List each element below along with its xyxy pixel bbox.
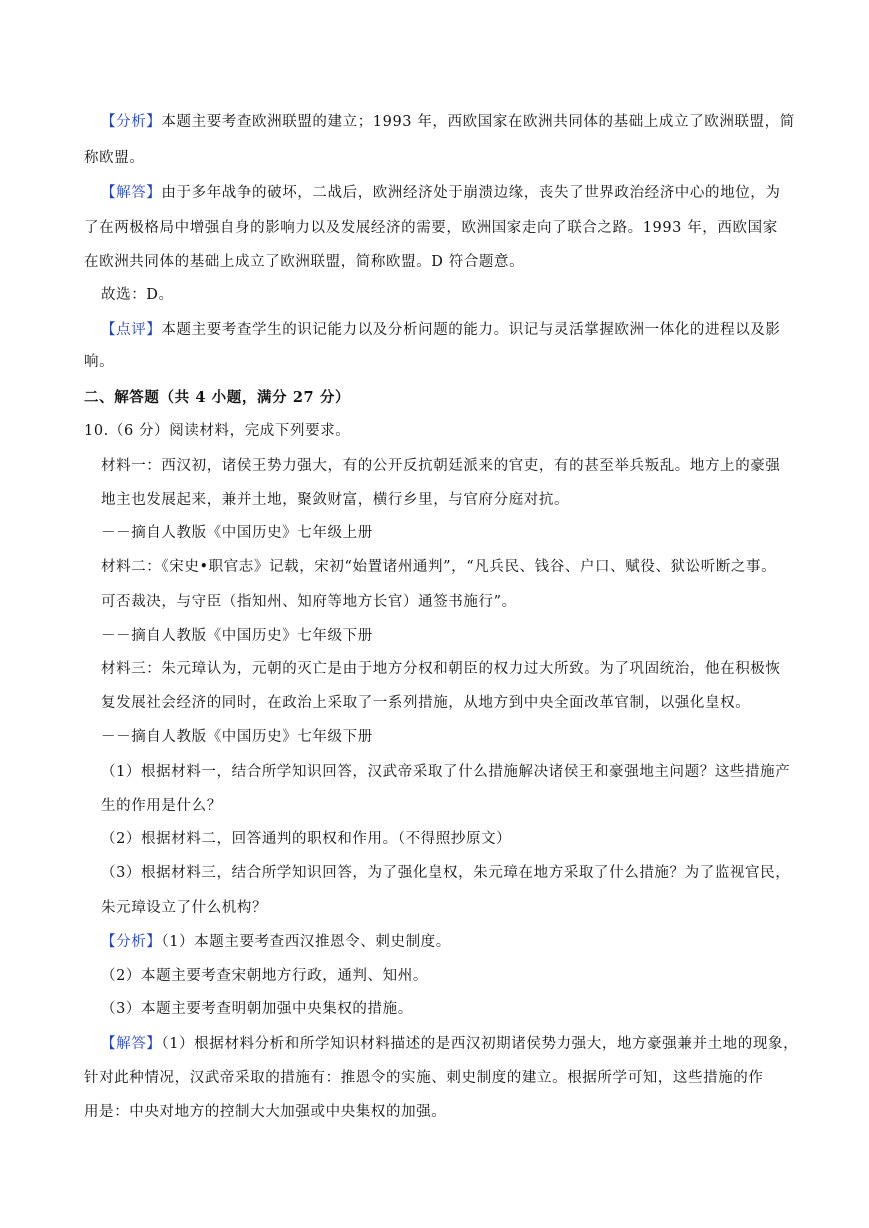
text-line: （3）本题主要考查明朝加强中央集权的措施。 [101, 1001, 413, 1017]
question-2-line: （2）根据材料二，回答通判的职权和作用。（不得照抄原文） [101, 831, 512, 847]
text-line: 称欧盟。 [84, 150, 145, 166]
material-2-line: 可否裁决，与守臣（指知州、知府等地方长官）通签书施行”。 [101, 594, 517, 610]
text-line: 响。 [84, 354, 115, 370]
question-1-line: （1）根据材料一，结合所学知识回答，汉武帝采取了什么措施解决诸侯王和豪强地主问题？这些措施产 [101, 764, 791, 780]
text-line: 了在两极格局中增强自身的影响力以及发展经济的需要，欧洲国家走向了联合之路。1993 年，西欧国家 [84, 220, 778, 236]
comment-tag: 【点评】 [101, 322, 162, 338]
material-1-source: －－摘自人教版《中国历史》七年级上册 [101, 525, 373, 541]
text-line: 针对此种情况，汉武帝采取的措施有：推恩令的实施、刺史制度的建立。根据所学可知，这些措施的作 [84, 1070, 764, 1086]
text-line: （1）根据材料分析和所学知识材料描述的是西汉初期诸侯势力强大，地方豪强兼并土地的现象， [161, 1036, 799, 1052]
comment-paragraph [101, 320, 781, 340]
analysis-tag: 【分析】 [101, 934, 162, 950]
text-line: （1）本题主要考查西汉推恩令、刺史制度。 [161, 934, 451, 950]
question-1-line: 生的作用是什么？ [101, 798, 222, 814]
question-3-line: 朱元璋设立了什么机构？ [101, 900, 268, 916]
question-title: 10.（6 分）阅读材料，完成下列要求。 [84, 423, 351, 439]
material-1-line: 地主也发展起来，兼并土地，聚敛财富，横行乡里，与官府分庭对抗。 [101, 492, 570, 508]
text-line: 本题主要考查学生的识记能力以及分析问题的能力。识记与灵活掌握欧洲一体化的进程以及影 [161, 322, 781, 338]
choice-line: 故选：D。 [101, 287, 174, 303]
analysis-tag: 【分析】 [101, 114, 162, 130]
material-2-source: －－摘自人教版《中国历史》七年级下册 [101, 628, 373, 644]
answer-tag: 【解答】 [101, 185, 162, 201]
section-heading: 二、解答题（共 4 小题，满分 27 分） [84, 389, 351, 406]
analysis-paragraph-1 [101, 112, 795, 132]
material-1-line: 材料一：西汉初，诸侯王势力强大，有的公开反抗朝廷派来的官吏，有的甚至举兵叛乱。地方上的豪强 [101, 458, 781, 474]
question-3-line: （3）根据材料三，结合所学知识回答，为了强化皇权，朱元璋在地方采取了什么措施？为了监视官民， [101, 865, 791, 881]
material-3-line: 复发展社会经济的同时，在政治上采取了一系列措施，从地方到中央全面改革官制，以强化皇权。 [101, 695, 751, 711]
text-line: （2）本题主要考查宋朝地方行政，通判、知州。 [101, 968, 428, 984]
material-2-line: 材料二：《宋史•职官志》记载，宋初“始置诸州通判”，“凡兵民、钱谷、户口、赋役、狱讼听断之事。 [101, 559, 777, 575]
material-3-source: －－摘自人教版《中国历史》七年级下册 [101, 729, 373, 745]
text-line: 用是：中央对地方的控制大大加强或中央集权的加强。 [84, 1104, 447, 1120]
text-line: 由于多年战争的破坏，二战后，欧洲经济处于崩溃边缘，丧失了世界政治经济中心的地位，为 [161, 185, 781, 201]
text-line: 在欧洲共同体的基础上成立了欧洲联盟，简称欧盟。D 符合题意。 [84, 254, 525, 270]
text-line: 本题主要考查欧洲联盟的建立；1993 年，西欧国家在欧洲共同体的基础上成立了欧洲联盟，简 [161, 114, 795, 130]
answer-paragraph-2 [101, 1034, 798, 1054]
analysis-paragraph-2 [101, 932, 451, 952]
answer-tag: 【解答】 [101, 1036, 162, 1052]
answer-paragraph-1 [101, 183, 781, 203]
material-3-line: 材料三：朱元璋认为，元朝的灭亡是由于地方分权和朝臣的权力过大所致。为了巩固统治，他在积极恢 [101, 661, 781, 677]
